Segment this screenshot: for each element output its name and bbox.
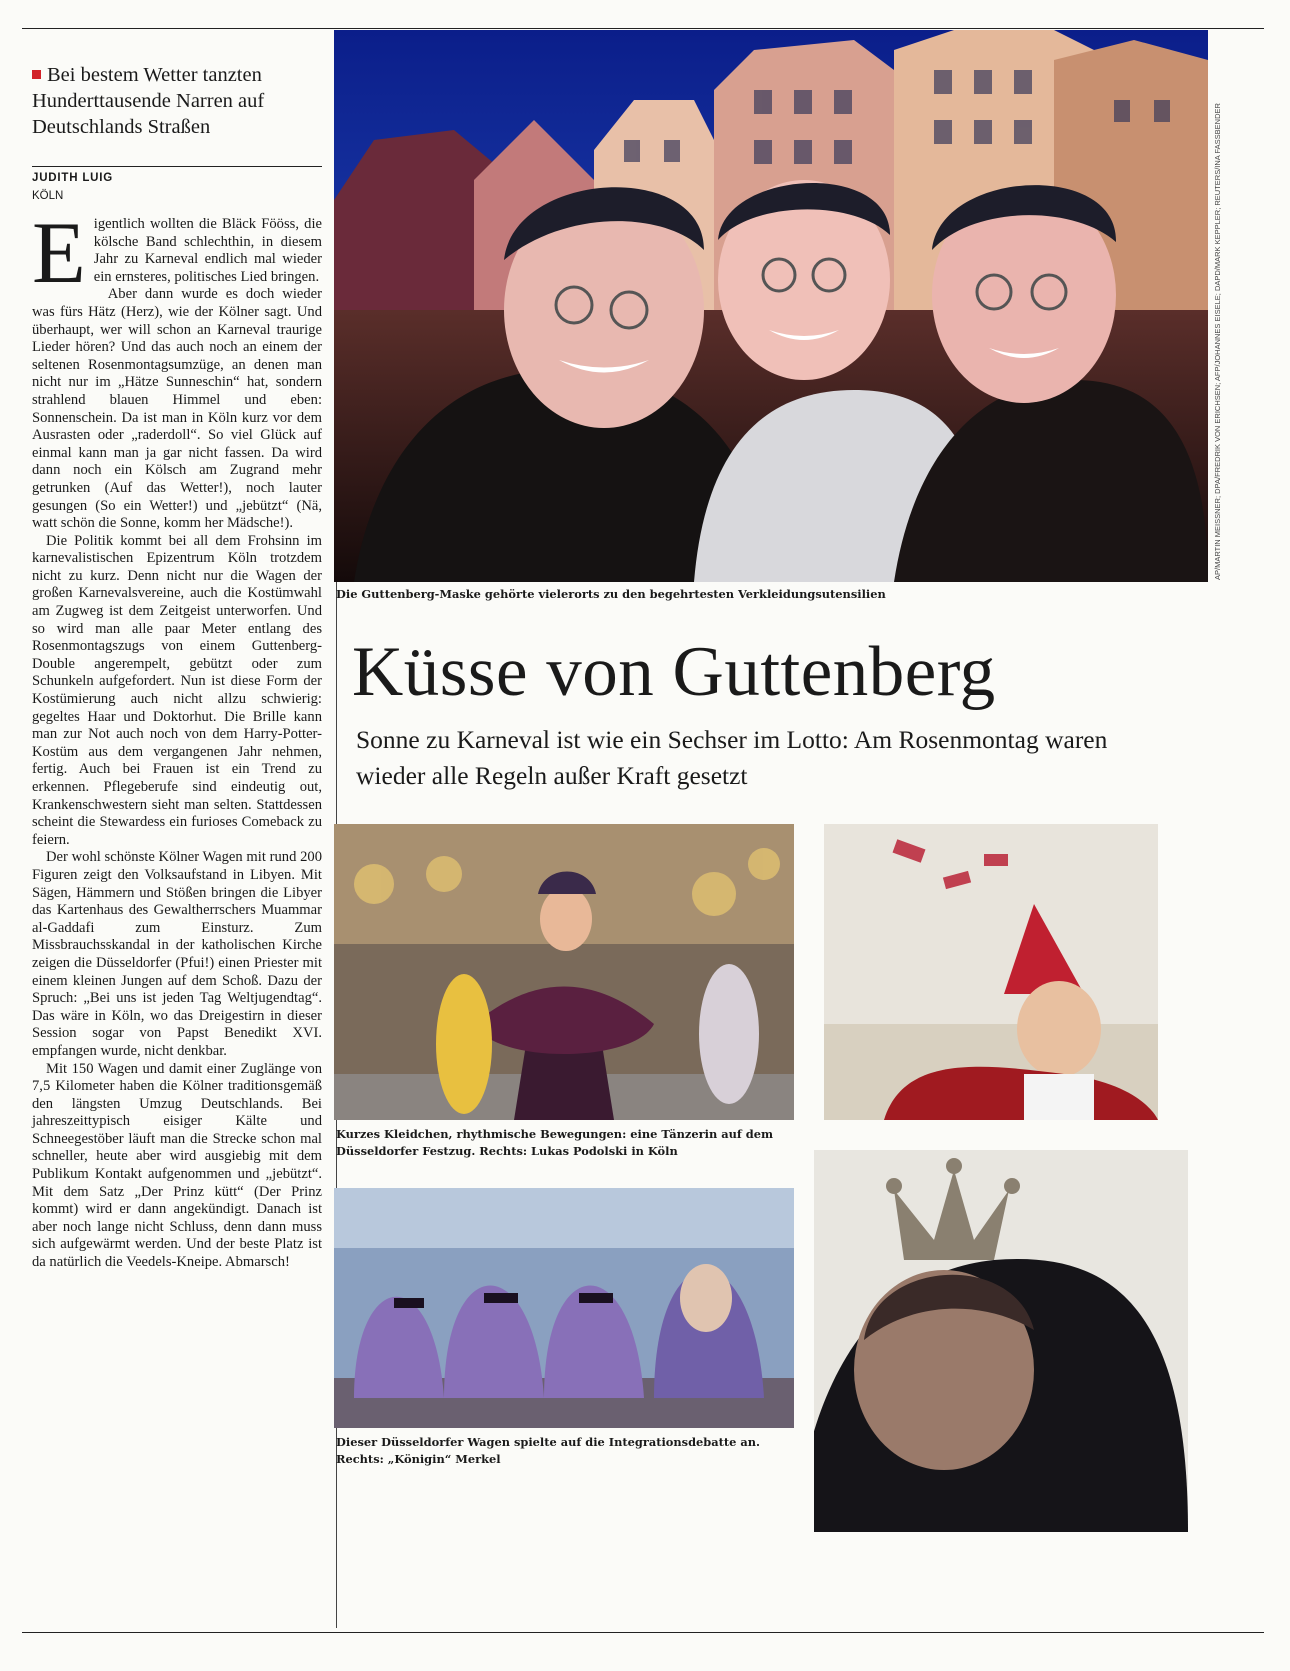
middle-photos-caption: Kurzes Kleidchen, rhythmische Bewegungen: eine Tänzerin auf dem Düsseldorfer Festzug. Rechts: Lukas Podolski in Köln — [336, 1127, 774, 1158]
main-photo-caption: Die Guttenberg-Maske gehörte vielerorts zu den begehrtesten Verkleidungsutensilien — [336, 587, 886, 601]
article-paragraph: Die Politik kommt bei all dem Frohsinn im karnevalistischen Epizentrum Köln trotzdem nicht zu kurz. Denn nicht nur die Wagen der großen Karnevalsvereine, auch die Kostümwahl am Zugweg ist dem Zeitgeist unterworfen. Und so wird man alle paar Meter entlang des Rosenmontagszugs von einem Guttenberg-Double angerempelt, gebützt oder zum Schunkeln aufgefordert. Nun ist diese Form der Kostümierung auch nicht allzu schwierig: gegeltes Haar und Doktorhut. Die Brille kann man zur Not auch noch von dem Harry-Potter-Kostüm aus dem vergangenen Jahr nehmen, fertig. Auch bei Frauen ist ein Trend zu erkennen. Pflegeberufe sind eindeutig out, Krankenschwestern sieht man selten. Stattdessen scheint die Stewardess ein furioses Comeback zu feiern. — [32, 532, 322, 848]
main-photo-guttenberg-masks — [334, 30, 1208, 582]
photo-credit: AP/MARTIN MEISSNER; DPA/FREDRIK VON ERICHSEN; AFP/JOHANNES EISELE; DAPD/MARK KEPPLER; REUTERS/INA FASSBENDER — [1213, 103, 1222, 580]
lead-teaser — [32, 62, 322, 140]
lead-rule — [32, 166, 322, 167]
subheadline: Sonne zu Karneval ist wie ein Sechser im Lotto: Am Rosenmontag waren wieder alle Regeln außer Kraft gesetzt — [356, 725, 1108, 790]
bottom-rule — [22, 1632, 1264, 1633]
top-rule — [22, 28, 1264, 29]
article-paragraph: Eigentlich wollten die Bläck Fööss, die kölsche Band schlechthin, in diesem Jahr zu Karneval endlich mal wieder ein ernsteres, politisches Lied bringen. — [32, 205, 322, 302]
lead-text: Bei bestem Wetter tanzten Hunderttausende Narren auf Deutschlands Straßen — [32, 64, 265, 138]
article-paragraph: Der wohl schönste Kölner Wagen mit rund 200 Figuren zeigt den Volksaufstand in Libyen. Mit Sägen, Hämmern und Stößen bringen die Libyer das Kartenhaus des Gewaltherrschers Muammar al-Gaddafi zum Einsturz. Zum Missbrauchsskandal in der katholischen Kirche zeigen die Düsseldorfer (Pfui!) einen Priester mit einem kleinen Jungen auf dem Schoß. Dazu der Spruch: „Bei uns ist jeden Tag Weltjugendtag“. Das wäre in Köln, wo das Dreigestirn in dieser Session sogar von Papst Benedikt XVI. empfangen wurde, nicht denkbar. — [32, 849, 322, 1059]
article-body — [32, 205, 322, 1272]
headline: Küsse von Guttenberg — [352, 633, 996, 711]
photo-dancer — [334, 824, 794, 1120]
article-paragraph: Aber dann wurde es doch wieder was fürs Hätz (Herz), wie der Kölner sagt. Und überhaupt, wer will schon an Karneval traurige Lieder hören? Und das auch noch an einem der seltenen Rosenmontagsumzüge, an denen man nicht nur im „Hätze Sunneschin“ hat, sondern strahlend blauen Himmel und eben: Sonnenschein. Da ist man in Köln kurz vor dem Ausrasten oder „raderdoll“. So viel Glück auf einmal kann man ja gar nicht fassen. Da wird dann noch ein Kölsch am Zugrand mehr getrunken (Auf das Wetter!), noch lauter gesungen (So ein Wetter!) und „jebützt“ (Nä, watt schön die Sonne, komm her Mädsche!). — [32, 286, 322, 532]
dateline-place: KÖLN — [32, 190, 64, 202]
photo-queen-merkel — [794, 1150, 1188, 1532]
photo-integration-float — [334, 1188, 794, 1428]
photo-podolski — [824, 824, 1158, 1120]
red-square-icon — [32, 70, 41, 79]
author: JUDITH LUIG — [32, 172, 113, 184]
bottom-photos-caption: Dieser Düsseldorfer Wagen spielte auf die Integrationsdebatte an. Rechts: „Königin“ Merkel — [336, 1435, 761, 1466]
article-paragraph: Mit 150 Wagen und damit einer Zuglänge von 7,5 Kilometer haben die Kölner traditionsgemäß den längsten Umzug Deutschlands. Bei jahreszeittypisch eisiger Kälte und Schneegestöber läuft man die Strecke schon mal schneller, heute aber wird ausgiebig mit dem Publikum Kontakt aufgenommen und „jebützt“. Mit dem Satz „Der Prinz kütt“ (Der Prinz kommt) wird er dann angekündigt. Danach ist aber noch lange nicht Schluss, denn dann muss sich aufgewärmt werden. Und der beste Platz ist da natürlich die Veedels-Kneipe. Abmarsch! — [32, 1060, 322, 1271]
drop-cap: E — [32, 205, 86, 302]
